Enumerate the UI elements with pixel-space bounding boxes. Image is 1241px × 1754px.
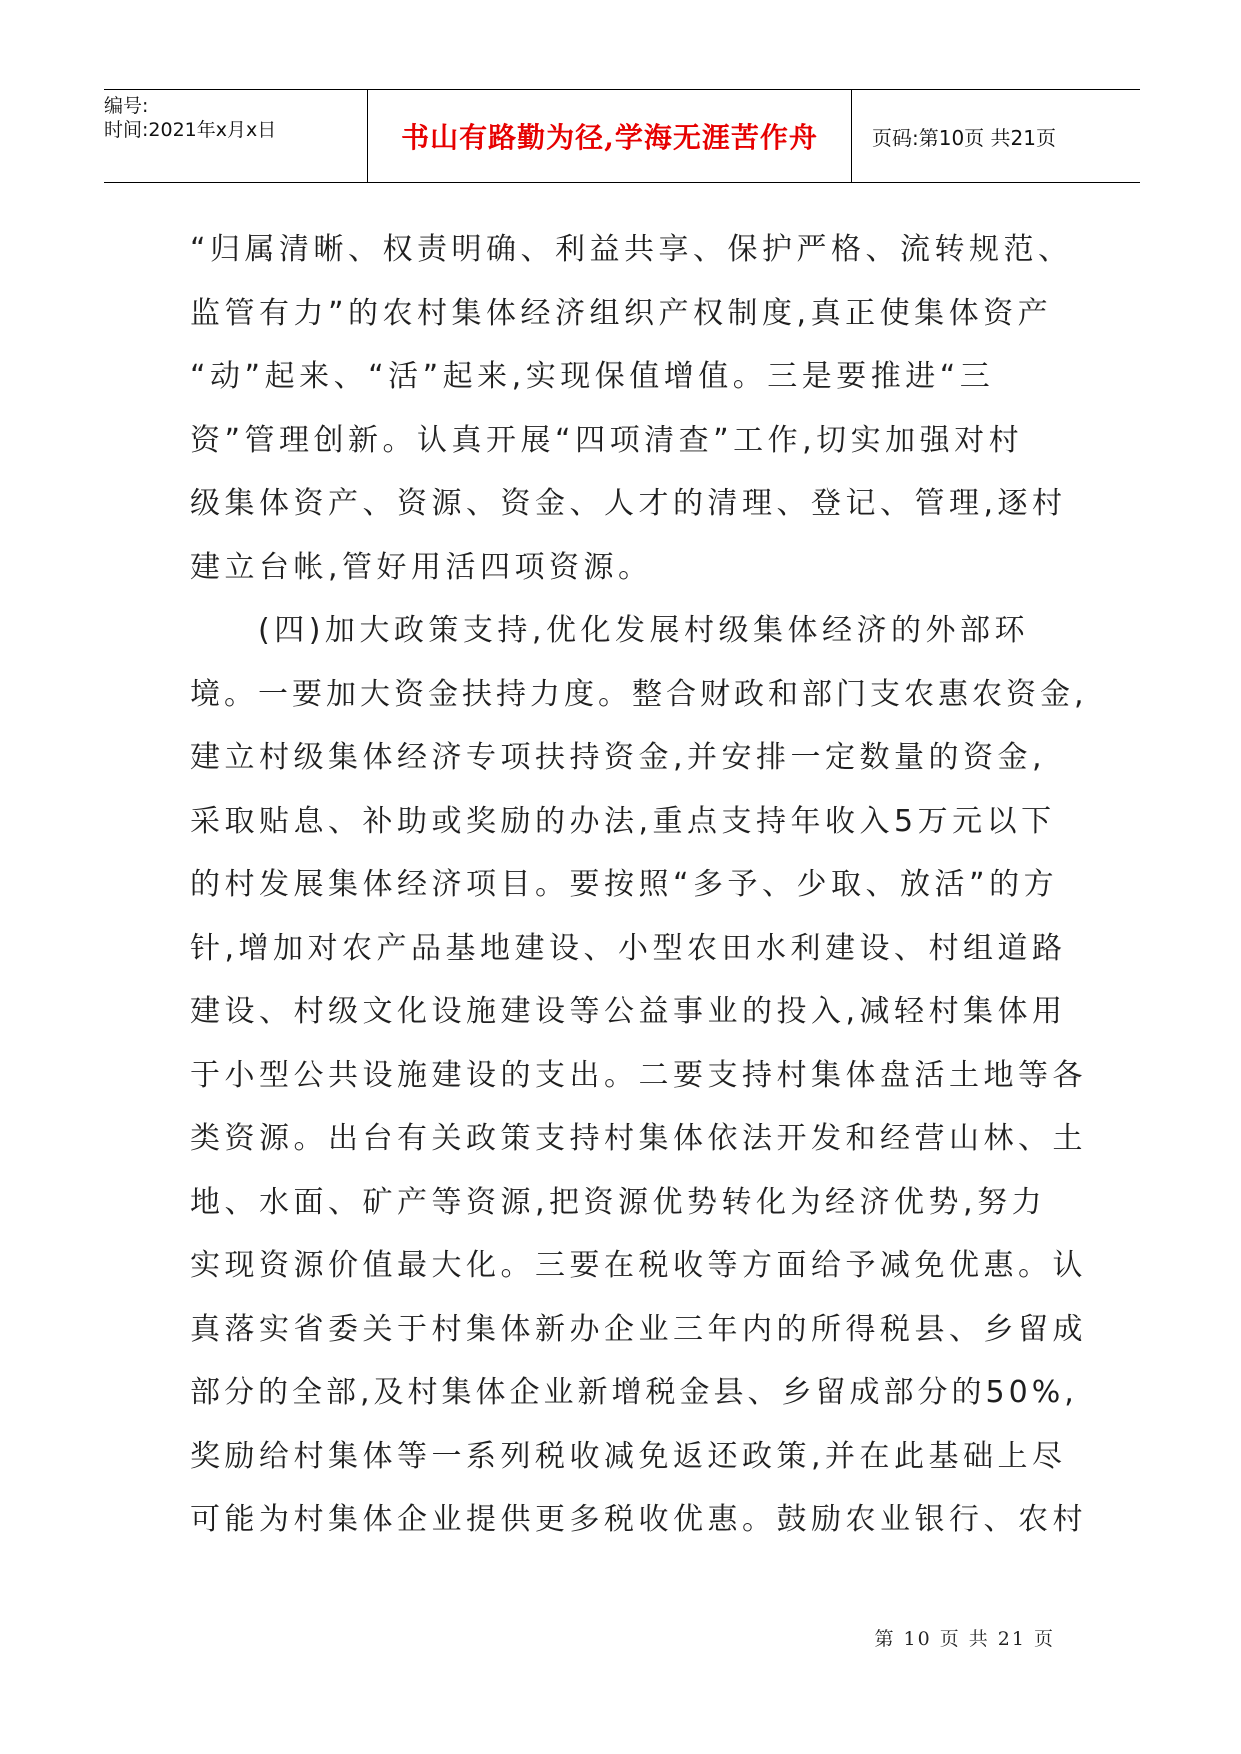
body-line: 可能为村集体企业提供更多税收优惠。鼓励农业银行、农村 bbox=[190, 1502, 1087, 1537]
body-line: 地、水面、矿产等资源,把资源优势转化为经济优势,努力 bbox=[190, 1184, 1047, 1220]
document-time-label: 时间:2021年x月x日 bbox=[104, 119, 277, 141]
body-line: 于小型公共设施建设的支出。二要支持村集体盘活土地等各 bbox=[190, 1057, 1087, 1093]
section-heading-line: (四)加大政策支持,优化发展村级集体经济的外部环 bbox=[258, 613, 1029, 648]
body-line: 建立台帐,管好用活四项资源。 bbox=[190, 549, 653, 585]
header-meta bbox=[104, 90, 368, 182]
body-line: 的村发展集体经济项目。要按照“多予、少取、放活”的方 bbox=[190, 867, 1059, 902]
body-line: 针,增加对农产品基地建设、小型农田水利建设、村组道路 bbox=[190, 930, 1067, 966]
body-line: 实现资源价值最大化。三要在税收等方面给予减免优惠。认 bbox=[190, 1248, 1087, 1283]
body-line: 建设、村级文化设施建设等公益事业的投入,减轻村集体用 bbox=[190, 994, 1067, 1029]
page-footer: 第 10 页 共 21 页 bbox=[874, 1628, 1055, 1650]
body-line: “归属清晰、权责明确、利益共享、保护严格、流转规范、 bbox=[190, 232, 1073, 267]
page-header bbox=[104, 89, 1140, 183]
body-line: 奖励给村集体等一系列税收减免返还政策,并在此基础上尽 bbox=[190, 1438, 1067, 1474]
body-line: 部分的全部,及村集体企业新增税金县、乡留成部分的50%, bbox=[190, 1375, 1078, 1410]
document-number-label: 编号: bbox=[104, 95, 149, 117]
header-motto-cell bbox=[368, 90, 852, 182]
header-page-cell bbox=[852, 90, 1140, 182]
header-motto: 书山有路勤为径,学海无涯苦作舟 bbox=[401, 121, 818, 154]
body-line: 监管有力”的农村集体经济组织产权制度,真正使集体资产 bbox=[190, 295, 1053, 331]
body-line: 类资源。出台有关政策支持村集体依法开发和经营山林、土 bbox=[190, 1121, 1087, 1156]
body-line: 采取贴息、补助或奖励的办法,重点支持年收入5万元以下 bbox=[190, 803, 1056, 839]
body-line: 资”管理创新。认真开展“四项清查”工作,切实加强对村 bbox=[190, 422, 1024, 458]
body-line: 级集体资产、资源、资金、人才的清理、登记、管理,逐村 bbox=[190, 486, 1067, 521]
body-line: 真落实省委关于村集体新办企业三年内的所得税县、乡留成 bbox=[190, 1311, 1087, 1347]
body-line: “动”起来、“活”起来,实现保值增值。三是要推进“三 bbox=[190, 359, 995, 394]
body-line: 建立村级集体经济专项扶持资金,并安排一定数量的资金, bbox=[190, 740, 1047, 775]
header-page-info: 页码:第10页 共21页 bbox=[872, 125, 1056, 150]
body-line: 境。一要加大资金扶持力度。整合财政和部门支农惠农资金, bbox=[190, 676, 1088, 712]
document-body bbox=[190, 218, 1090, 1552]
